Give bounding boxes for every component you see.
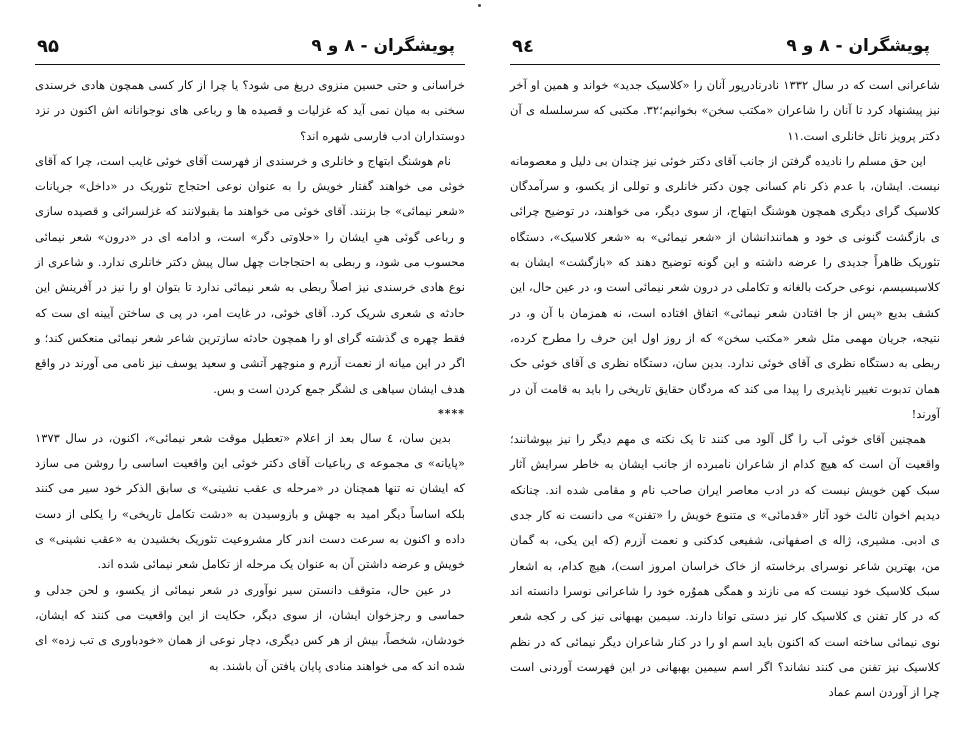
- left-page-number: ۹۵: [37, 36, 59, 57]
- left-paragraph-3: بدین سان، ٤ سال بعد از اعلام «تعطیل موقت شعر نیمائی»، اکنون، در سال ۱۳۷۳ «پایانه» ی مجموعه ی رباعیات آقای دکتر خوئی این واقعیت اساسی را روشن می سازد که ایشان نه تنها همچنان در «مرحله ی عقب نشینی» ی سابق الذکر خود سیر می کنند بلکه اساساً دیگر امید به جهش و بازوسیدن به «دشت تکامل تاریخی» را یکلی از دست داده و اکنون به سرعت دست اندر کار مشروعیت تئوریک بخشیدن به «عقب نشینی» ی خویش و عرضه داشتن آن به عنوان یک مرحله از تکامل شعر نیمائی شده اند.: [35, 430, 465, 572]
- left-page-header-title: پویشگران - ۸ و ۹: [311, 36, 455, 56]
- right-page-number: ۹٤: [512, 36, 534, 57]
- left-paragraph-4: در عین حال، متوقف دانستن سیر نوآوری در شعر نیمائی از یکسو، و لحن جدلی و حماسی و رجزخوان ایشان، از سوی دیگر، حکایت از این واقعیت می کنند که ایشان، خودشان، شخصاً، بیش از هر کس دیگری، دچار نوعی از همان «خودباوری ی تب زده» ای شده اند که می خواهند منادی پایان یافتن آن باشند. به: [35, 582, 465, 673]
- right-paragraph-2: این حق مسلم را نادیده گرفتن از جانب آقای دکتر خوئی نیز چندان بی دلیل و معصومانه نیست. ایشان، با عدم ذکر نام کسانی چون دکتر خانلری و توللی از یکسو، و سرآمدگان کلاسیک گرای دیگری همچون هوشنگ ابتهاج، از سوی دیگر، می خواهند، در توضیح چرائی ی بازگشت گنونی ی خود و همانندانشان از «شعر نیمائی» به «شعر کلاسیک»، دستگاه تئوریک ظاهراً جدیدی را عرضه داشته و این گونه توضیح دهند که «بازگشت» ایشان به کلاسیسیسم، نوعی حرکت بالغانه و تکاملی در درون شعر نیمائی است و، در عین حال، این کشف بدیع «پس از جا افتادن شعر نیمائی» اتفاق افتاده است، نه همزمان با آن و، در نتیجه، جریان مهمی مثل شعر «مکتب سخن» که از روز اول این حرف را مطرح کرده، ربطی به دستگاه نظری ی آقای خوئی ندارد. بدین سان، دستگاه نظری ی آقای خوئی حک همان تدبوت تغییر ناپذیری را پیدا می کند که مردگان حقایق تاریخی را باید به قامت آن در آورند!: [510, 153, 940, 421]
- right-page-header: [510, 28, 940, 65]
- left-page: [35, 28, 465, 728]
- left-page-body: [35, 73, 465, 679]
- left-page-header: [35, 28, 465, 65]
- gutter-mark: [478, 4, 481, 7]
- right-paragraph-1: شاعرانی است که در سال ۱۳۳۲ نادرنادرپور آنان را «کلاسیک جدید» خواند و همین او آخر نیز پیشنهاد کرد تا آنان را شاعران «مکتب سخن» بخوانیم؛۳۲. مکتبی که سرسلسله ی آن دکتر پرویز ناتل خانلری است.۱۱: [510, 78, 940, 143]
- right-page-header-title: پویشگران - ۸ و ۹: [786, 36, 930, 56]
- right-page-body: [510, 73, 940, 705]
- right-paragraph-3: همچنین آقای خوئی آب را گل آلود می کنند تا یک نکته ی مهم دیگر را نیز بپوشانند؛ واقعیت آن است که هیچ کدام از شاعران نامبرده از جانب ایشان به خاطر سرایش آثار سبک کهن خویش نیست که در ادب معاصر ایران صاحب نام و مقامی شده اند. چنانکه دیدیم اخوان ثالث خود آثار «قدمائی» ی متنوع خویش را «تفنن» می دانست نه کار جدی ی ادبی. مشیری، ژاله ی اصفهانی، شفیعی کدکنی و نعمت آزرم (که این یکی، به گمان من، بهترین شاعر نوسرای برخاسته از خاک خراسان امروز است)، هیچ کدام، به اشعار سبک کلاسیک خود نیست که می نازند و همگی هموُره خود را شاعرانی نوسرا دانسته اند که در کار تفنن ی کلاسیک کار نیز دستی توانا دارند. سیمین بهبهانی نیز کی ر کجه شعر نوی نیمائی ساخته است که اکنون باید اسم او را در کنار شاعران دیگر نیمائی که در نظم کلاسیک نیز تفنن می کنند نشاند؟ اگر اسم سیمین بهبهانی در این فهرست آوردنی است چرا از آوردن اسم عماد: [510, 432, 940, 700]
- section-separator: ****: [437, 406, 465, 420]
- right-page: [510, 28, 940, 728]
- left-paragraph-2: نام هوشنگ ابتهاج و خانلری و خرسندی از فهرست آقای خوئی غایب است، چرا که آقای خوئی می خواهند گفتار خویش را به عنوان نوعی احتجاج تئوریک در «داخل» جریانات «شعر نیمائی» جا بزنند. آقای خوئی می خواهند ما بقبولانند که غزلسرائی و قصیده سازی و رباعی گوئی هیِ ایشان را «حلاوتی دگر» است، و ادامه ای در «درون» شعر نیمائی محسوب می شود، و ربطی به احتجاجات چهل سال پیش دکتر خانلری ندارد. و شاعری از نوع هادی خرسندی نیز اصلاً ربطی به شعر نیمائی ندارد تا بتوان او را نیز در آفرینش این حادثه ی شعری شریک کرد. آقای خوئی، در غایت امر، در پی ی ساختن آیینه ای ست که فقط چهره ی گذشته گرای او را همچون حادثه سازترین شاعر شعر نیمائی منعکس کند؛ و اگر در این میانه از نعمت آزرم و منوچهر آتشی و سعید یوسف نیز نامی می آورند در واقع هدف ایشان سیاهی ی لشگر جمع کردن است و بس.: [35, 153, 465, 396]
- left-paragraph-1: خراسانی و حتی حسین منزوی دریغ می شود؟ یا چرا از کار کسی همچون هادی خرسندی سخنی به میان نمی آید که غزلیات و قصیده ها و رباعی های نوجوانانه اش اکنون در نزد دوستداران ادب فارسی شهره اند؟: [35, 78, 465, 143]
